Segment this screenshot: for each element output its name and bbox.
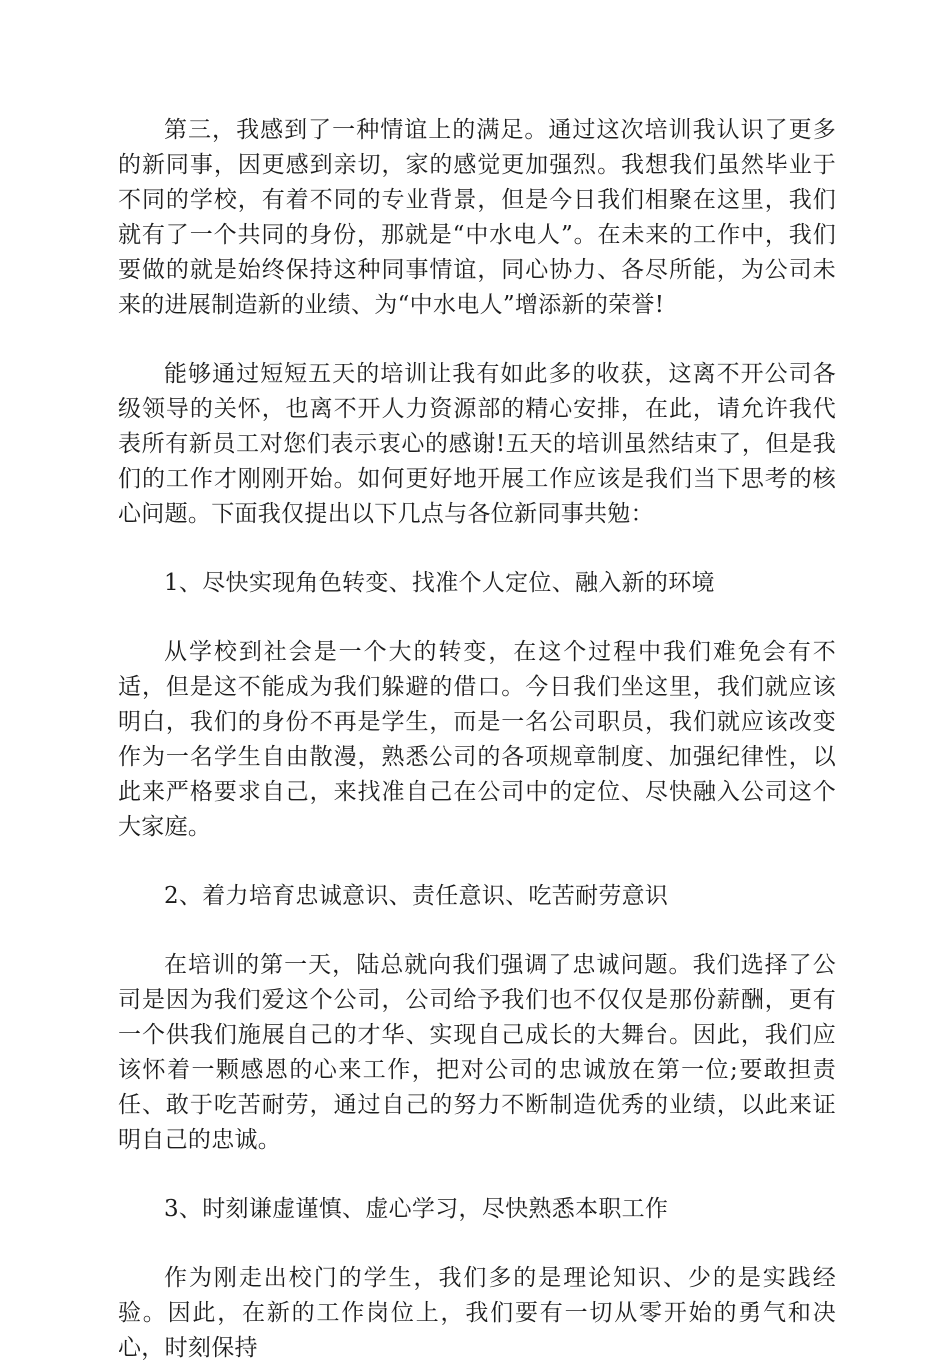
paragraph-humility: 作为刚走出校门的学生，我们多的是理论知识、少的是实践经验。因此，在新的工作岗位上，我们要有一切从零开始的勇气和决心，时刻保持 bbox=[118, 1265, 836, 1361]
heading-point-1: 1、尽快实现角色转变、找准个人定位、融入新的环境 bbox=[164, 570, 715, 596]
heading-point-3: 3、时刻谦虚谨慎、虚心学习，尽快熟悉本职工作 bbox=[164, 1196, 669, 1222]
document-body bbox=[118, 113, 836, 1366]
paragraph-role-change: 从学校到社会是一个大的转变，在这个过程中我们难免会有不适，但是这不能成为我们躲避的借口。今日我们坐这里，我们就应该明白，我们的身份不再是学生，而是一名公司职员，我们就应该改变作为一名学生自由散漫，熟悉公司的各项规章制度、加强纪律性，以此来严格要求自己，来找准自己在公司中的定位、尽快融入公司这个大家庭。 bbox=[118, 639, 836, 840]
paragraph-loyalty: 在培训的第一天，陆总就向我们强调了忠诚问题。我们选择了公司是因为我们爱这个公司，公司给予我们也不仅仅是那份薪酬，更有一个供我们施展自己的才华、实现自己成长的大舞台。因此，我们应该怀着一颗感恩的心来工作，把对公司的忠诚放在第一位;要敢担责任、敢于吃苦耐劳，通过自己的努力不断制造优秀的业绩，以此来证明自己的忠诚。 bbox=[118, 952, 836, 1153]
paragraph-thanks: 能够通过短短五天的培训让我有如此多的收获，这离不开公司各级领导的关怀，也离不开人力资源部的精心安排，在此，请允许我代表所有新员工对您们表示衷心的感谢!五天的培训虽然结束了，但是我们的工作才刚刚开始。如何更好地开展工作应该是我们当下思考的核心问题。下面我仅提出以下几点与各位新同事共勉： bbox=[118, 361, 836, 527]
paragraph-friendship: 第三，我感到了一种情谊上的满足。通过这次培训我认识了更多的新同事，因更感到亲切，家的感觉更加强烈。我想我们虽然毕业于不同的学校，有着不同的专业背景，但是今日我们相聚在这里，我们就有了一个共同的身份，那就是“中水电人”。在未来的工作中，我们要做的就是始终保持这种同事情谊，同心协力、各尽所能，为公司未来的进展制造新的业绩、为“中水电人”增添新的荣誉! bbox=[118, 117, 836, 318]
heading-point-2: 2、着力培育忠诚意识、责任意识、吃苦耐劳意识 bbox=[164, 883, 669, 909]
